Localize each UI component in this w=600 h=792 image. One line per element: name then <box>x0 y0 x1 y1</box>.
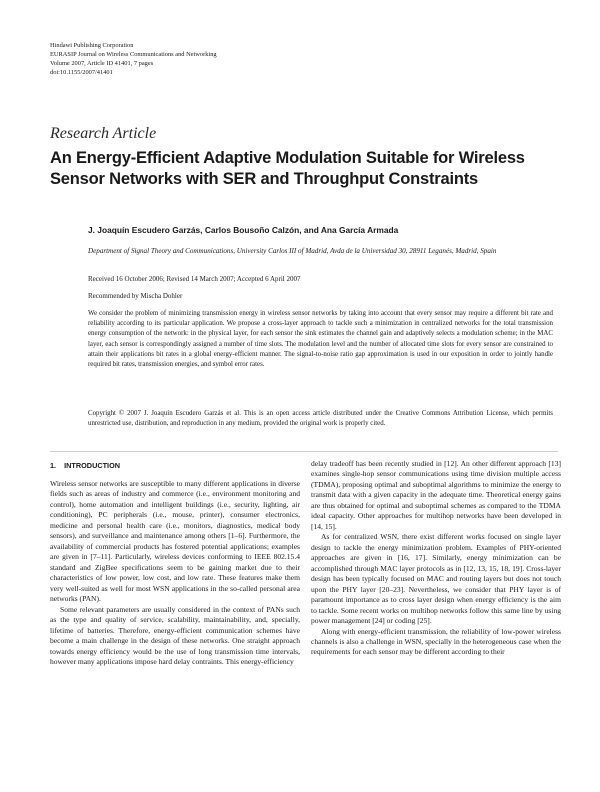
body-paragraph: Wireless sensor networks are susceptible to many different applications in diverse fields such as areas of industry and commerce (i.e., environment monitoring and control), home automation and intelligent buildings (i.e., security, lighting, air conditioning), PC peripherals (i.e., mouse, printer), consumer electronics, medicine and personal health care (i.e., monitors, diagnostics, medical body sensors), and surveillance and maintenance among others [1–6]. Furthermore, the availability of commercial products has fostered potential applications; examples are given in [7–11]. Particularly, wireless devices conforming to IEEE 802.15.4 standard and ZigBee specifications seem to be gaining market due to their characteristics of low power, low cost, and low rate. These features make them very well-suited as well for most WSN applications in the so-called personal area networks (PAN). <box>50 479 300 604</box>
volume-line: Volume 2007, Article ID 41401, 7 pages <box>50 60 154 67</box>
body-paragraph: Some relevant parameters are usually considered in the context of PANs such as the type and quality of service, scalability, maintainability, and, specially, lifetime of batteries. Therefore, energy-efficient communication schemes have become a main challenge in the design of these networks. One straight approach towards energy efficiency would be the use of long transmission time intervals, however many applications impose hard delay contraints. This energy-efficiency <box>50 604 300 666</box>
body-paragraph: As for centralized WSN, there exist different works focused on single layer design to tackle the energy minimization problem. Examples of PHY-oriented approaches are given in [16, 17]. Similarly, energy minimization can be accomplished through MAC layer protocols as in [12, 13, 15, 18, 19]. Cross-layer design has been typically focused on MAC and routing layers but does not touch upon the PHY layer [20–23]. Nevertheless, we consider that PHY layer is of paramount importance as to cross layer design when energy efficiency is the aim to tackle. Some recent works on multihop networks follow this same line by using power management [24] or coding [25]. <box>311 532 561 626</box>
section-title: INTRODUCTION <box>64 461 121 470</box>
body-column-left <box>50 479 300 784</box>
abstract: We consider the problem of minimizing transmission energy in wireless sensor networks by taking into account that every sensor may require a different bit rate and reliability according to its particular application. We propose a cross-layer approach to tackle such a minimization in centralized networks for the total transmission energy consumption of the network: in the physical layer, for each sensor the sink estimates the channel gain and adaptively selects a modulation scheme; in the MAC layer, each sensor is correspondingly assigned a number of time slots. The modulation level and the number of allocated time slots for every sensor are constrained to attain their applications bit rates in a global energy-efficient manner. The signal-to-noise ratio gap approximation is used in our exposition in order to jointly handle required bit rates, transmission energies, and symbol error rates. <box>88 310 553 369</box>
article-type-label: Research Article <box>50 125 157 142</box>
body-column-right <box>311 459 561 784</box>
article-title: An Energy-Efficient Adaptive Modulation Suitable for Wireless Sensor Networks with SER and Throughput Constraints <box>50 149 525 188</box>
section-heading <box>50 461 128 470</box>
author-list: J. Joaquín Escudero Garzás, Carlos Bousoño Calzón, and Ana García Armada <box>88 225 399 235</box>
body-paragraph: delay tradeoff has been recently studied in [12]. An other different approach [13] examines single-hop sensor communications using time division multiple access (TDMA), proposing optimal and suboptimal algorithms to minimize the energy to transmit data with a given capacity in the adequate time. Theoretical energy gains are thus obtained for optimal and suboptimal schemes as compared to the TDMA ideal capacity. Other approaches for multihop networks have been developed in [14, 15]. <box>311 459 561 531</box>
section-number: 1. <box>50 461 57 470</box>
journal-header <box>50 41 350 77</box>
publisher-line: Hindawi Publishing Corporation <box>50 42 134 49</box>
journal-line: EURASIP Journal on Wireless Communications and Networking <box>50 51 217 58</box>
received-dates: Received 16 October 2006; Revised 14 March 2007; Accepted 6 April 2007 <box>88 275 301 283</box>
copyright-notice: Copyright © 2007 J. Joaquín Escudero Garzás et al. This is an open access article distributed under the Creative Commons Attribution License, which permits unrestricted use, distribution, and reproduction in any medium, provided the original work is properly cited. <box>88 410 553 428</box>
recommended-by: Recommended by Mischa Dohler <box>88 292 183 300</box>
affiliation: Department of Signal Theory and Communications, University Carlos III of Madrid, Avda de la Universidad 30, 28911 Leganés, Madrid, Spain <box>88 247 497 255</box>
doi-line: doi:10.1155/2007/41401 <box>50 69 113 76</box>
body-paragraph: Along with energy-efficient transmission, the reliability of low-power wireless channels is also a challenge in WSN, specially in the heterogeneous case when the requirements for each sensor may be different according to their <box>311 626 561 657</box>
section-divider <box>50 451 558 452</box>
